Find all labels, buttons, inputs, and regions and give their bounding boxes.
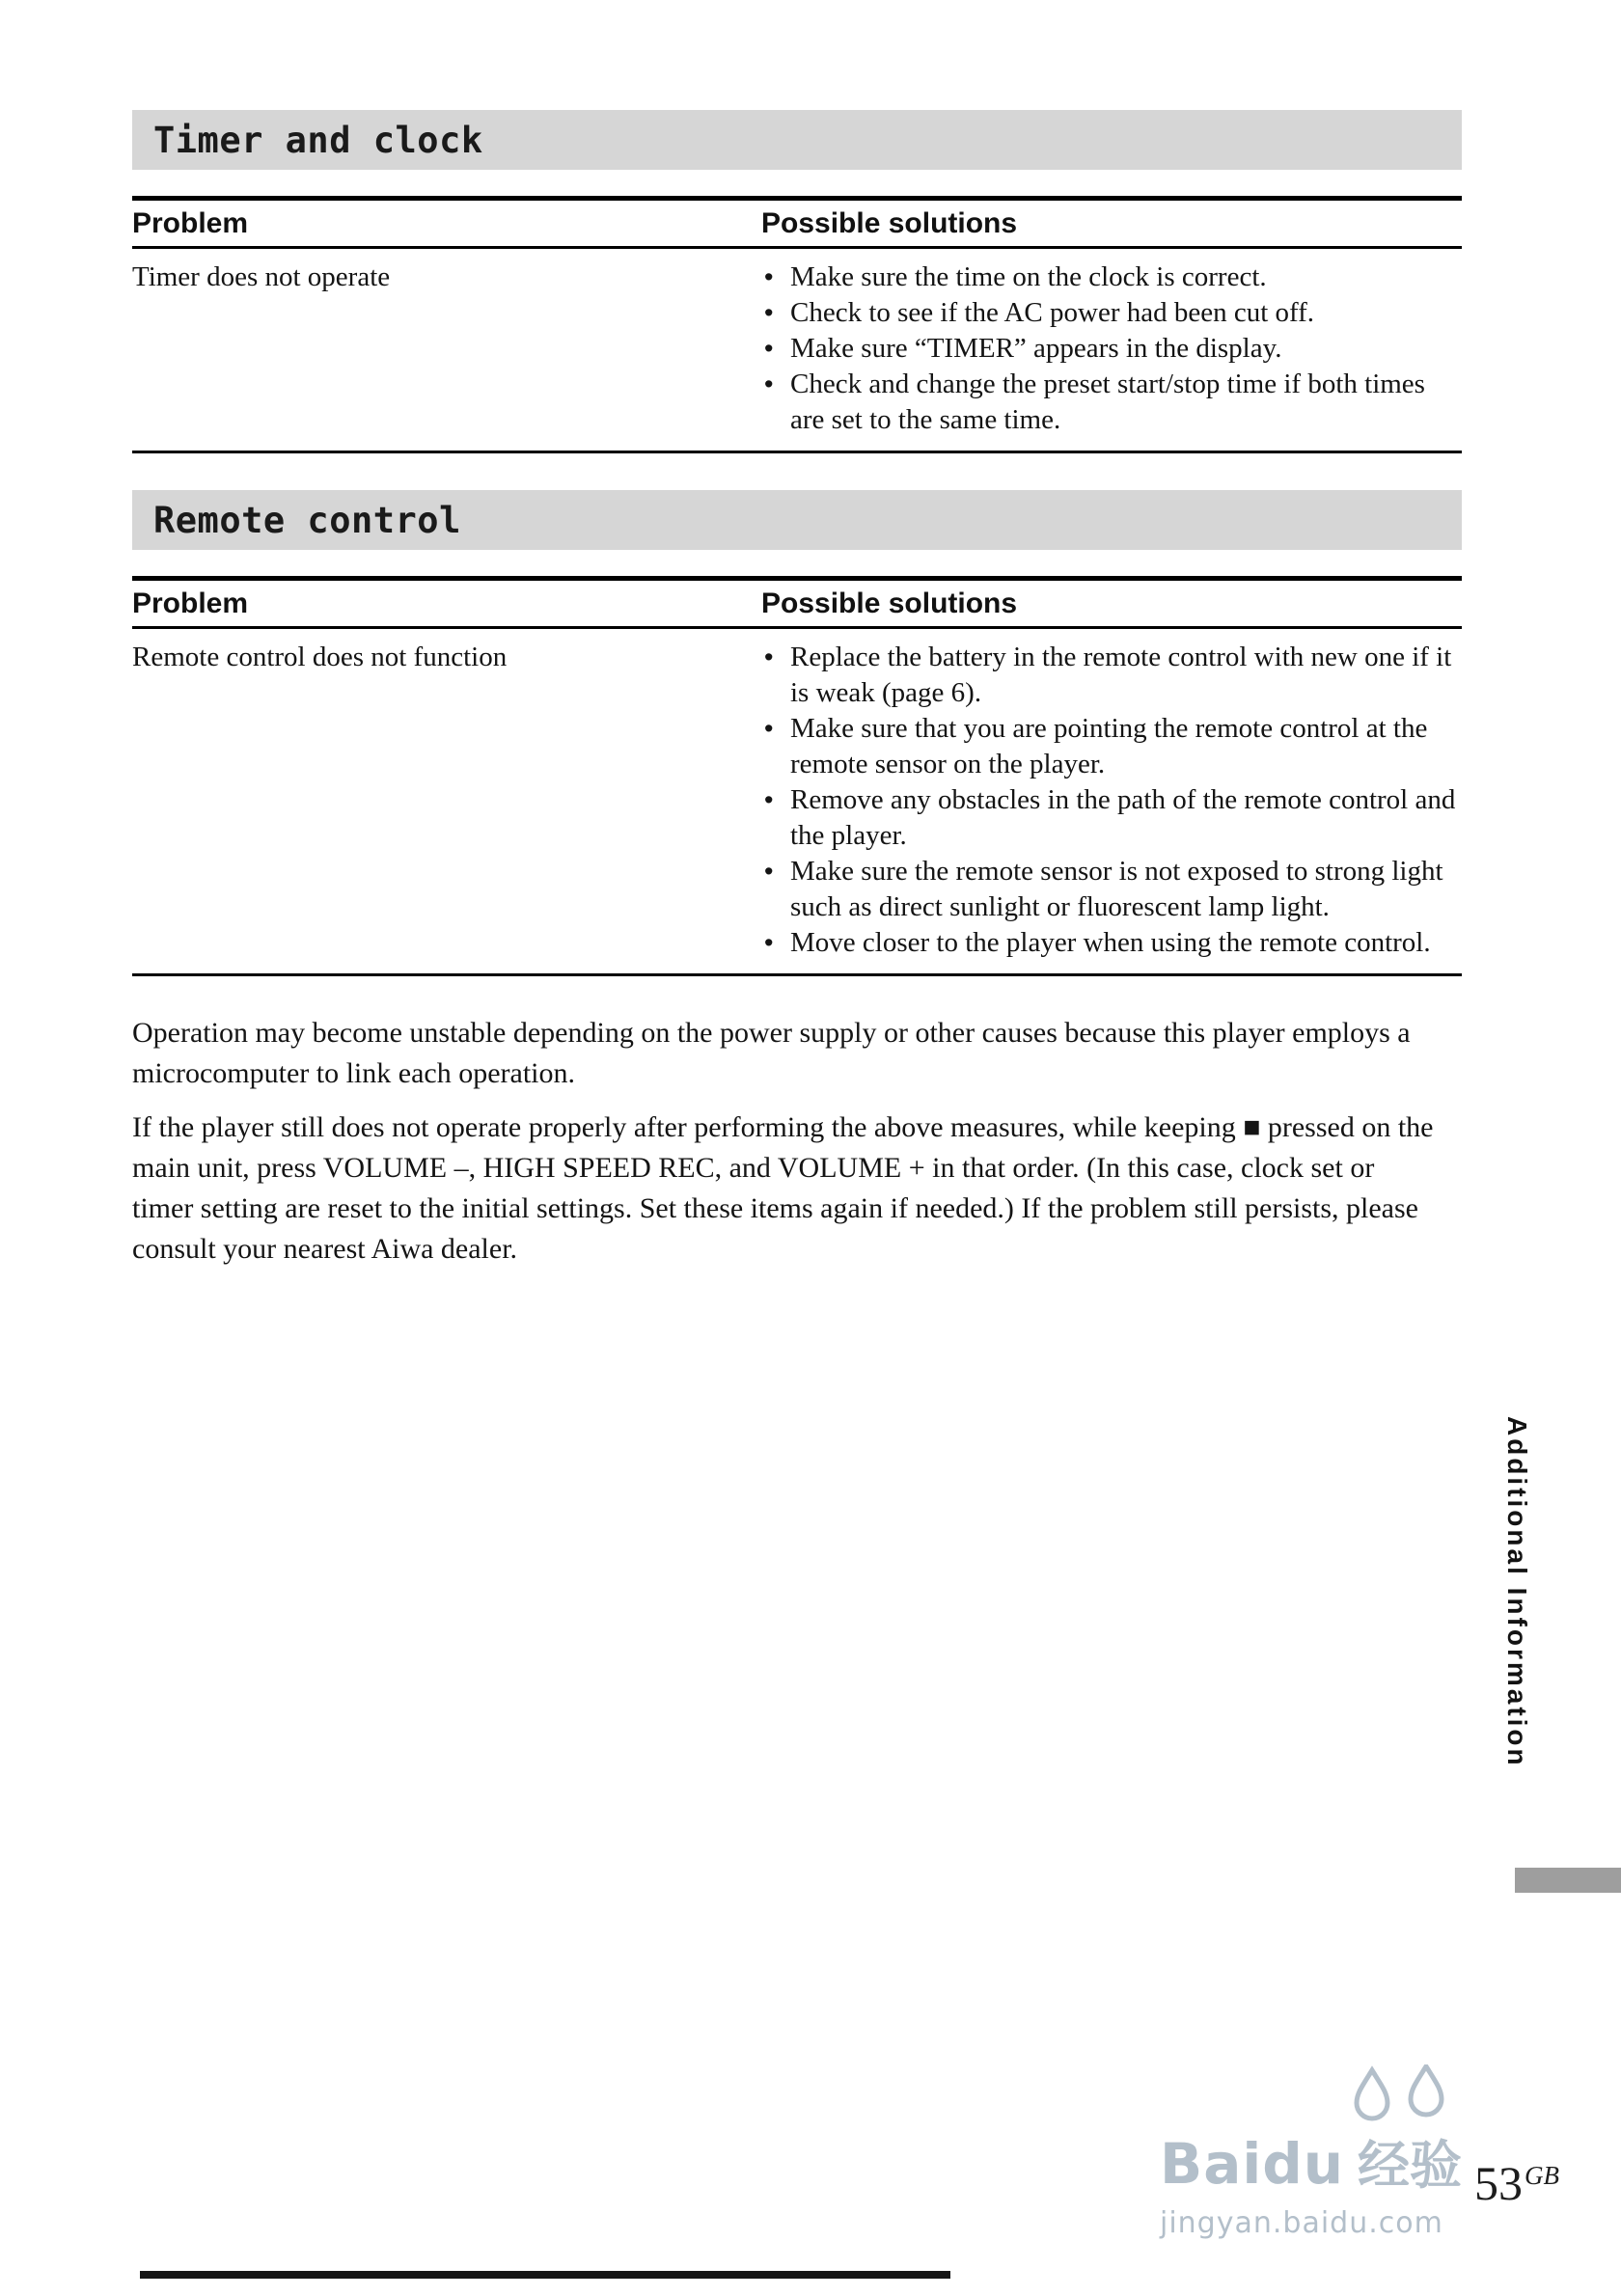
note-paragraph: If the player still does not operate properly after performing the above measures, while keeping ■ pressed on the main unit, press VOLUME –, HIGH SPEED REC, and VOLUME + in that order. (In this case, clock set or timer setting are reset to the initial settings. Set these items again if needed.) If the problem still persists, please consult your nearest Aiwa dealer. — [132, 1111, 1434, 1265]
troubleshooting-table — [132, 576, 1462, 976]
watermark-url: jingyan.baidu.com — [1160, 2206, 1443, 2240]
solution-text: Move closer to the player when using the remote control. — [790, 927, 1431, 958]
watermark-brand: Baidu — [1160, 2131, 1345, 2197]
solution-text: Check and change the preset start/stop time if both times are set to the same time. — [790, 369, 1425, 435]
watermark-brand-cn: 经验 — [1358, 2135, 1463, 2196]
solution-item — [761, 331, 1462, 367]
solutions-cell — [761, 640, 1462, 961]
problem-cell: Remote control does not function — [132, 642, 508, 672]
baidu-watermark — [1160, 2064, 1462, 2240]
scan-edge-line — [140, 2271, 950, 2279]
bullet-marker: • — [764, 262, 774, 291]
solution-text: Replace the battery in the remote control with new one if it is weak (page 6). — [790, 642, 1452, 708]
note-paragraph: Operation may become unstable depending on the power supply or other causes because this player employs a microcomputer to link each operation. — [132, 1017, 1411, 1089]
section-title: Remote control — [132, 490, 1462, 550]
problem-cell: Timer does not operate — [132, 261, 391, 292]
bullet-marker: • — [764, 298, 774, 327]
solution-text: Make sure the remote sensor is not exposed to strong light such as direct sunlight or fluorescent lamp light. — [790, 856, 1443, 922]
bullet-marker: • — [764, 928, 774, 957]
table-header-row — [132, 581, 1462, 629]
watermark-brand-row — [1160, 2124, 1462, 2199]
solution-item — [761, 854, 1462, 925]
solution-text: Remove any obstacles in the path of the remote control and the player. — [790, 784, 1456, 851]
solution-text: Make sure the time on the clock is correct. — [790, 261, 1267, 292]
solution-item — [761, 782, 1462, 854]
solution-text: Make sure “TIMER” appears in the display. — [790, 333, 1282, 364]
solution-item — [761, 295, 1462, 331]
table-row — [132, 249, 1462, 451]
solution-item — [761, 367, 1462, 438]
table-header-row — [132, 201, 1462, 249]
page-number — [1474, 2155, 1559, 2211]
bullet-marker: • — [764, 642, 774, 671]
bullet-marker: • — [764, 714, 774, 743]
bullet-marker: • — [764, 857, 774, 886]
table-row — [132, 629, 1462, 973]
column-header-problem: Problem — [132, 588, 249, 619]
page-region-code: GB — [1525, 2161, 1559, 2190]
section-tab-marker — [1515, 1868, 1621, 1893]
solution-item — [761, 640, 1462, 711]
section-title: Timer and clock — [132, 110, 1462, 170]
solution-item — [761, 260, 1462, 295]
sidebar-section-label: Additional Information — [1502, 1416, 1532, 1768]
column-header-solutions: Possible solutions — [761, 207, 1018, 239]
solution-item — [761, 711, 1462, 782]
bullet-marker: • — [764, 334, 774, 363]
solution-item — [761, 925, 1462, 961]
page-number-value: 53 — [1474, 2156, 1523, 2210]
solutions-cell — [761, 260, 1462, 438]
column-header-solutions: Possible solutions — [761, 588, 1018, 619]
troubleshooting-table — [132, 196, 1462, 453]
column-header-problem: Problem — [132, 207, 249, 239]
page-content — [132, 110, 1462, 1270]
section-remote-control — [132, 490, 1462, 976]
baidu-paw-icon — [1343, 2064, 1459, 2126]
section-timer-and-clock — [132, 110, 1462, 453]
solution-text: Check to see if the AC power had been cut off. — [790, 297, 1315, 328]
solution-text: Make sure that you are pointing the remote control at the remote sensor on the player. — [790, 713, 1428, 779]
bullet-marker: • — [764, 785, 774, 814]
bullet-marker: • — [764, 369, 774, 398]
